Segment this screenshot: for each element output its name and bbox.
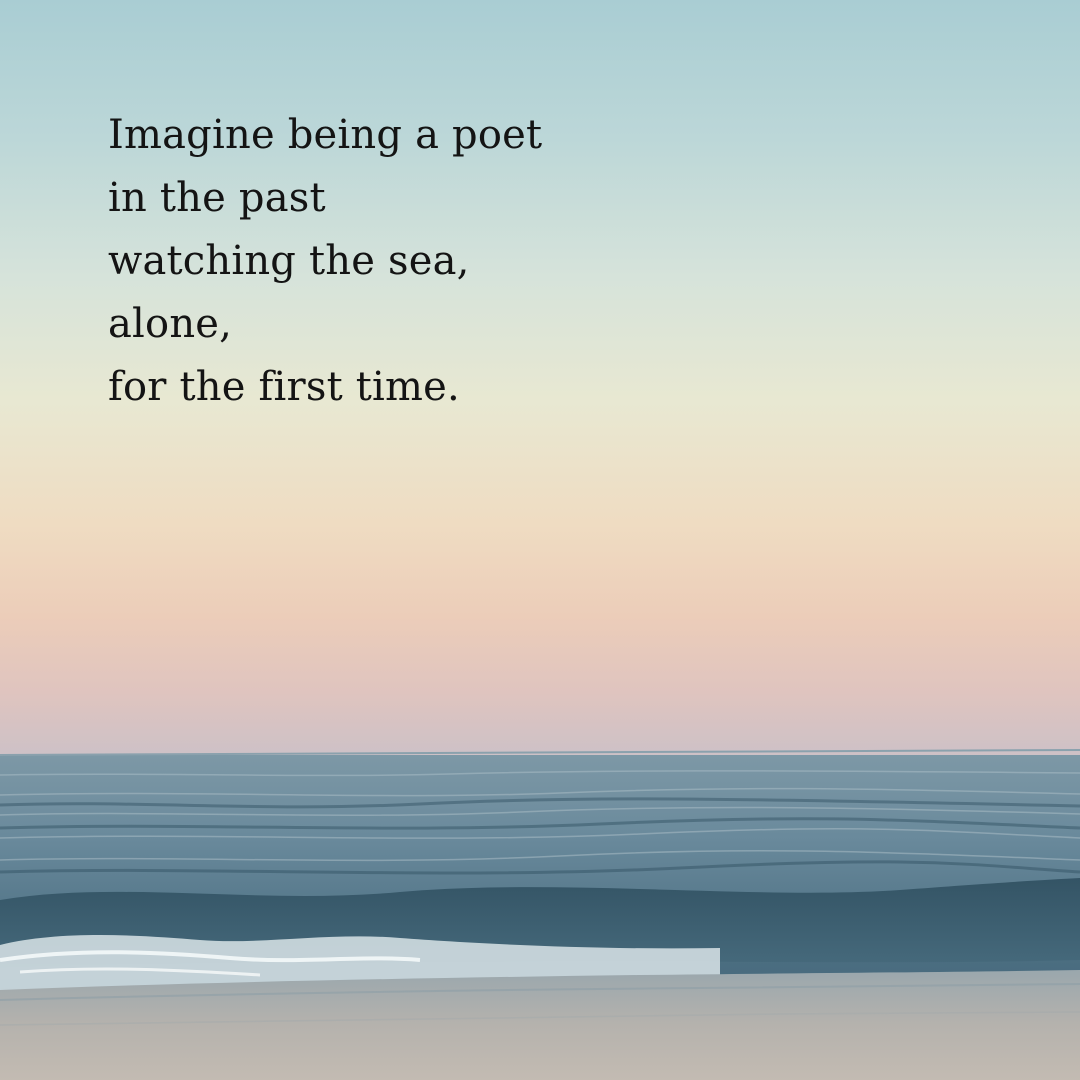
poem-line: watching the sea, xyxy=(108,238,470,284)
poem-line: Imagine being a poet xyxy=(108,112,543,158)
poem-line: alone, xyxy=(108,301,233,347)
shoreline xyxy=(0,970,1080,1080)
poem-line: for the first time. xyxy=(108,364,460,410)
poem-text xyxy=(108,104,708,419)
poem-line: in the past xyxy=(108,175,326,221)
